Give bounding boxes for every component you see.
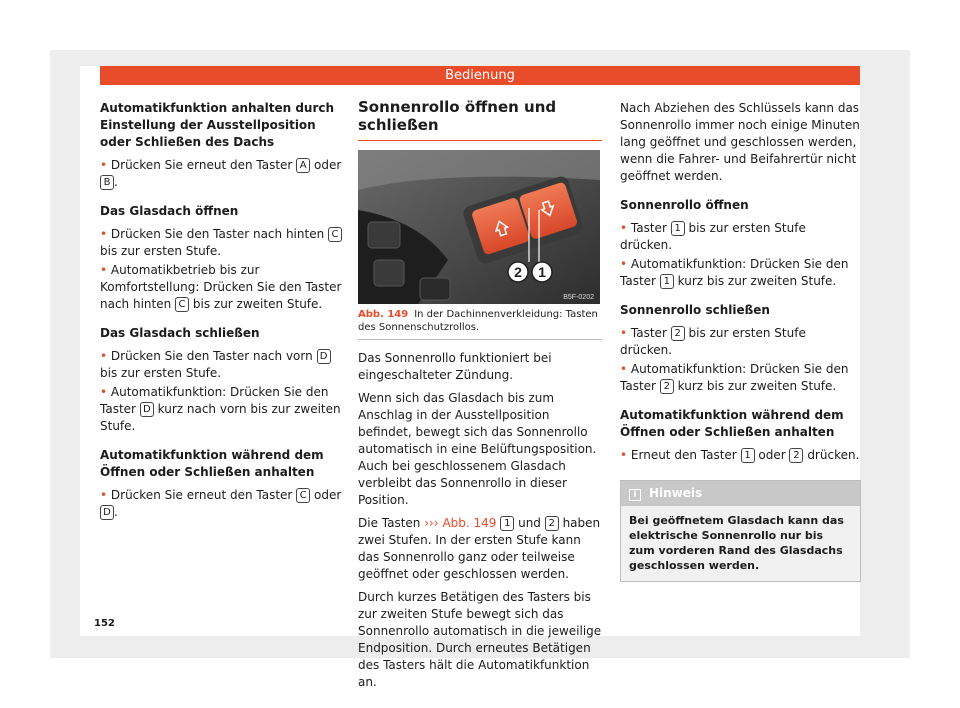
key-label: 2 bbox=[789, 448, 803, 463]
key-label: C bbox=[328, 227, 342, 242]
paragraph: Nach Abziehen des Schlüssels kann das Sonnenrollo immer noch einige Minuten lang geöffnet und geschlossen werden, wenn die Fahrer- und Beifahrertür nicht geöffnet werden. bbox=[620, 101, 860, 183]
list-item: • Automatikfunktion: Drücken Sie den Taster D kurz nach vorn bis zur zweiten Stufe. bbox=[100, 385, 341, 433]
heading-stop-automatic-moving: Automatikfunktion während dem Öffnen oder Schließen anhalten bbox=[100, 448, 324, 479]
heading-open-sunblind: Sonnenrollo öffnen bbox=[620, 198, 749, 212]
key-label: 1 bbox=[500, 516, 514, 531]
key-label: C bbox=[296, 488, 310, 503]
key-label: 2 bbox=[660, 379, 674, 394]
figure-sunblind-buttons bbox=[358, 150, 600, 304]
key-label: D bbox=[140, 402, 154, 417]
paragraph: Die Tasten ››› Abb. 149 1 und 2 haben zwei Stufen. In der ersten Stufe kann das Sonnenrollo ganz oder teilweise geöffnet oder geschlossen werden. bbox=[358, 516, 601, 581]
column-left bbox=[100, 100, 345, 533]
list-item: • Erneut den Taster 1 oder 2 drücken. bbox=[620, 448, 860, 462]
key-label: 1 bbox=[671, 221, 685, 236]
list-item: • Automatikfunktion: Drücken Sie den Taster 1 kurz bis zur zweiten Stufe. bbox=[620, 257, 849, 288]
heading-stop-sunblind-automatic: Automatikfunktion während dem Öffnen oder Schließen anhalten bbox=[620, 408, 844, 439]
figure-code: B5F-0202 bbox=[563, 294, 594, 301]
info-icon: i bbox=[629, 489, 641, 501]
key-label: 1 bbox=[741, 448, 755, 463]
note-box bbox=[620, 480, 861, 582]
note-header: i Hinweis bbox=[621, 481, 860, 506]
key-label: D bbox=[317, 349, 331, 364]
list-item: • Drücken Sie den Taster nach hinten C bis zur ersten Stufe. bbox=[100, 226, 345, 260]
figure-reference-link[interactable]: ››› Abb. 149 bbox=[424, 516, 497, 530]
paragraph: Durch kurzes Betätigen des Tasters bis zur zweiten Stufe bewegt sich das Sonnenrollo automatisch in die jeweilige Endposition. Durch erneutes Betätigen des Tasters hält die Automatikfunktion an. bbox=[358, 590, 602, 689]
column-middle bbox=[358, 98, 602, 697]
list-item: • Taster 1 bis zur ersten Stufe drücken. bbox=[620, 221, 806, 252]
key-label: C bbox=[175, 297, 189, 312]
heading-stop-automatic: Automatikfunktion anhalten durch Einstellung der Ausstellposition oder Schließen des Dachs bbox=[100, 101, 335, 149]
key-label: B bbox=[100, 175, 114, 190]
heading-close-glass-roof: Das Glasdach schließen bbox=[100, 326, 260, 340]
paragraph: Das Sonnenrollo funktioniert bei eingeschalteter Zündung. bbox=[358, 351, 552, 382]
figure-label-2: 2 bbox=[514, 264, 522, 280]
paragraph: Wenn sich das Glasdach bis zum Anschlag in der Ausstellposition befindet, bewegt sich das Sonnenrollo automatisch in eine Belüftungsposition. Auch bei geschlossenem Glasdach verbleibt das Sonnenrollo in dieser Position. bbox=[358, 391, 597, 507]
key-label: 2 bbox=[671, 326, 685, 341]
column-right bbox=[620, 100, 860, 582]
heading-close-sunblind: Sonnenrollo schließen bbox=[620, 303, 770, 317]
list-item: • Drücken Sie erneut den Taster C oder D . bbox=[100, 488, 342, 519]
key-label: 1 bbox=[660, 274, 674, 289]
figure-label-1: 1 bbox=[538, 264, 546, 280]
list-item: • Drücken Sie den Taster nach vorn D bis zur ersten Stufe. bbox=[100, 348, 345, 382]
header-bar: Bedienung bbox=[100, 66, 860, 85]
list-item: • Drücken Sie erneut den Taster A oder B . bbox=[100, 158, 342, 189]
section-title: Sonnenrollo öffnen und schließen bbox=[358, 98, 602, 141]
figure-caption: Abb. 149 In der Dachinnenverkleidung: Tasten des Sonnenschutzrollos. bbox=[358, 308, 602, 340]
note-text: Bei geöffnetem Glasdach kann das elektrische Sonnenrollo nur bis zum vorderen Rand des Glasdachs geschlossen werden. bbox=[621, 506, 860, 581]
key-label: A bbox=[296, 158, 310, 173]
page-number: 152 bbox=[94, 618, 115, 629]
heading-open-glass-roof: Das Glasdach öffnen bbox=[100, 204, 239, 218]
key-label: 2 bbox=[545, 516, 559, 531]
list-item: • Automatikfunktion: Drücken Sie den Taster 2 kurz bis zur zweiten Stufe. bbox=[620, 362, 849, 393]
list-item: • Automatikbetrieb bis zur Komfortstellung: Drücken Sie den Taster nach hinten C bis zur zweiten Stufe. bbox=[100, 263, 342, 311]
list-item: • Taster 2 bis zur ersten Stufe drücken. bbox=[620, 326, 806, 357]
key-label: D bbox=[100, 505, 114, 520]
